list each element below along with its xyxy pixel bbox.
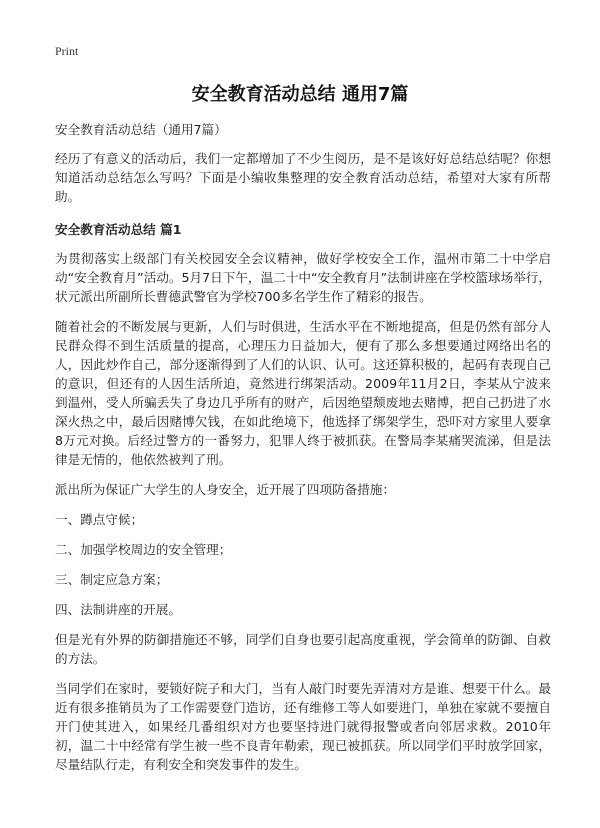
section-heading: 安全教育活动总结 篇1 bbox=[55, 222, 182, 237]
measure-item: 二、加强学校周边的安全管理； bbox=[55, 542, 232, 557]
print-link[interactable]: Print bbox=[55, 44, 79, 58]
body-paragraph: 为贯彻落实上级部门有关校园安全会议精神，做好学校安全工作，温州市第二十中学启动“安全教育月”活动。5月7日下午，温二十中“安全教育月”法制讲座在学校篮球场举行，状元派出所副所长曹德武警官为学校700多名学生作了精彩的报告。 bbox=[55, 251, 551, 304]
body-paragraph: 派出所为保证广大学生的人身安全，近开展了四项防备措施： bbox=[55, 482, 396, 497]
article-body bbox=[55, 120, 551, 785]
article-subtitle: 安全教育活动总结（通用7篇） bbox=[55, 122, 227, 137]
body-paragraph: 当同学们在家时，要锁好院子和大门，当有人敲门时要先弄清对方是谁、想要干什么。最近有很多推销员为了工作需要登门造访，还有维修工等人如要进门，单独在家就不要擅自开门使其进入，如果经几番组织对方也要坚持进门就得报警或者向邻居求救。2010年初，温二十中经常有学生被一些不良青年勒索，现已被抓获。所以同学们平时放学回家，尽量结队行走，有利安全和突发事件的发生。 bbox=[55, 681, 551, 772]
page-title: 安全教育活动总结 通用7篇 bbox=[191, 84, 409, 105]
intro-paragraph: 经历了有意义的活动后，我们一定都增加了不少生阅历，是不是该好好总结总结呢？你想知道活动总结怎么写吗？下面是小编收集整理的安全教育活动总结，希望对大家有所帮助。 bbox=[55, 151, 551, 204]
measure-item: 一、蹲点守候； bbox=[55, 512, 144, 527]
measure-item: 三、制定应急方案； bbox=[55, 572, 169, 587]
body-paragraph: 但是光有外界的防御措施还不够，同学们自身也要引起高度重视，学会简单的防御、自救的方法。 bbox=[55, 632, 551, 666]
measure-item: 四、法制讲座的开展。 bbox=[55, 602, 181, 617]
body-paragraph: 随着社会的不断发展与更新，人们与时俱进，生活水平在不断地提高，但是仍然有部分人民群众得不到生活质量的提高，心理压力日益加大，便有了那么多想要通过网络出名的人，因此炒作自己，部分逐渐得到了人们的认识、认可。这还算积极的，起码有表现自己的意识，但还有的人因生活所迫，竟然进行绑架活动。2009年11月2日，李某从宁波来到温州，受人所骗丢失了身边几乎所有的财产，后因绝望颓废地去赌博，把自己扔进了水深火热之中，最后因赌博欠钱，在如此绝境下，他选择了绑架学生，恐吓对方家里人要拿8万元对换。后经过警方的一番努力，犯罪人终于被抓获。在警局李某痛哭流涕，但是法律是无情的，他依然被判了刑。 bbox=[55, 319, 551, 467]
